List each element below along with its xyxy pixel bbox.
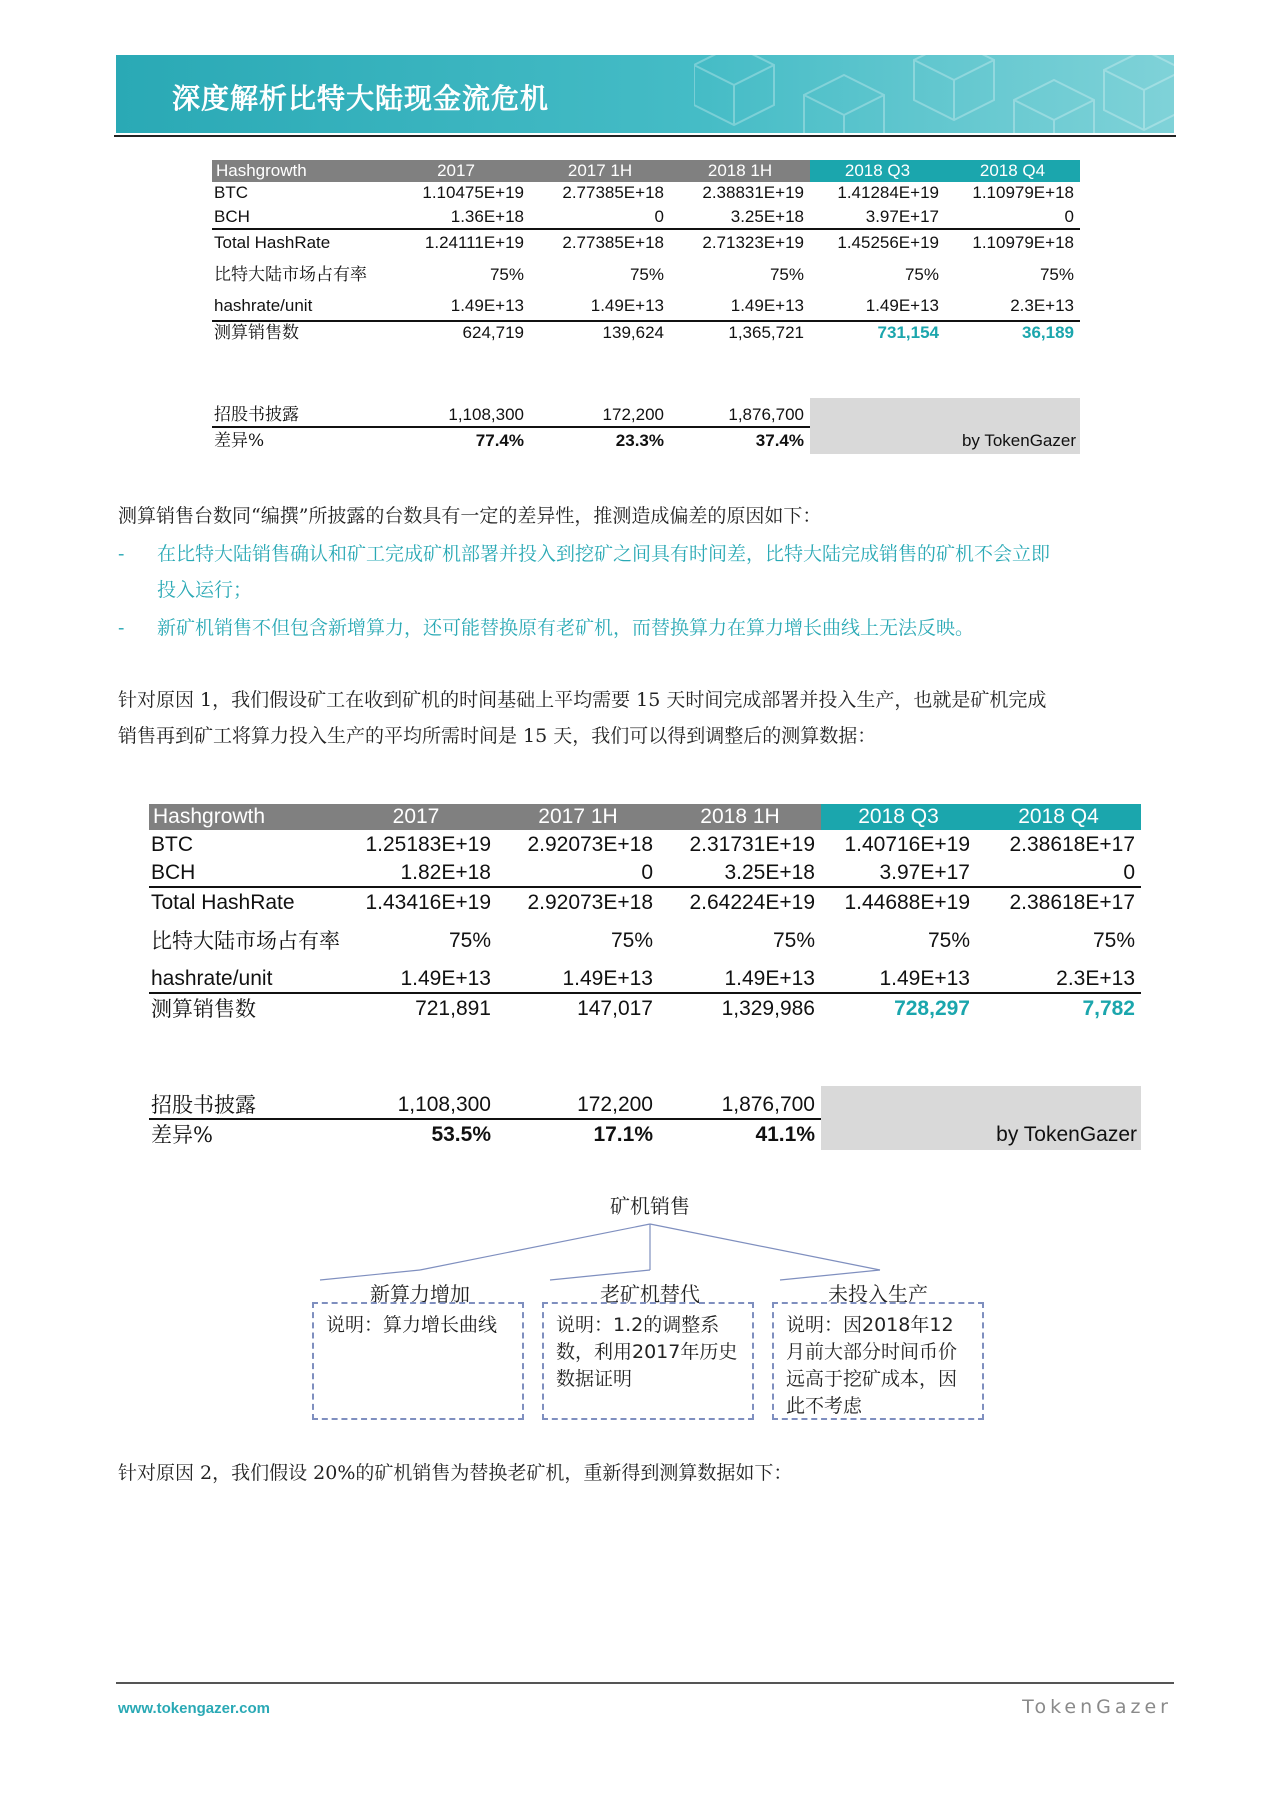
table-rule bbox=[212, 320, 1080, 322]
column-header: 2017 bbox=[382, 160, 530, 182]
table-cell: 1.49E+13 bbox=[562, 967, 653, 990]
table-cell: 1.49E+13 bbox=[450, 296, 524, 315]
row-label: Total HashRate bbox=[151, 891, 295, 914]
table-cell: 147,017 bbox=[577, 997, 653, 1020]
row-label: BCH bbox=[151, 861, 196, 884]
column-header: 2018 Q3 bbox=[810, 160, 945, 182]
header-divider bbox=[114, 135, 1176, 137]
table-cell: 624,719 bbox=[462, 323, 524, 342]
table-row bbox=[149, 1092, 1141, 1118]
hashgrowth-table-1 bbox=[212, 160, 1080, 460]
column-header: 2018 1H bbox=[659, 804, 821, 830]
table-cell: 2.3E+13 bbox=[1010, 296, 1074, 315]
bullet-text-1-line-2: 投入运行； bbox=[157, 579, 253, 601]
table-cell: 2.92073E+18 bbox=[527, 833, 653, 856]
table-cell: 1,365,721 bbox=[728, 323, 804, 342]
table-cell: 1.49E+13 bbox=[724, 967, 815, 990]
table-cell: 75% bbox=[1092, 929, 1135, 952]
row-label: hashrate/unit bbox=[214, 296, 313, 315]
table-cell: 75% bbox=[448, 929, 491, 952]
table-cell: 1.49E+13 bbox=[400, 967, 491, 990]
table-row bbox=[149, 928, 1141, 954]
table-cell: 3.25E+18 bbox=[724, 861, 815, 884]
credit-text: by TokenGazer bbox=[996, 1123, 1137, 1146]
diagram-root-label: 矿机销售 bbox=[610, 1194, 690, 1218]
table-row bbox=[212, 404, 1080, 426]
table-cell: 1.24111E+19 bbox=[424, 233, 524, 252]
table-cell: 172,200 bbox=[602, 405, 664, 424]
table-cell: 1,329,986 bbox=[721, 997, 815, 1020]
row-label: 比特大陆市场占有率 bbox=[151, 929, 340, 953]
table-cell: 3.97E+17 bbox=[865, 207, 939, 226]
table-cell: 17.1% bbox=[593, 1123, 653, 1146]
table-row bbox=[149, 832, 1141, 858]
column-header: 2018 Q4 bbox=[945, 160, 1080, 182]
table-cell: 1,108,300 bbox=[448, 405, 524, 424]
table-rule bbox=[212, 426, 810, 428]
table-cell: 75% bbox=[769, 265, 804, 284]
bullet-text-1-line-1: 在比特大陆销售确认和矿工完成矿机部署并投入到挖矿之间具有时间差，比特大陆完成销售的矿机不会立即 bbox=[157, 543, 1051, 565]
table-cell: 0 bbox=[1064, 207, 1074, 226]
table-cell: 1.36E+18 bbox=[450, 207, 524, 226]
diagram-child-box-2 bbox=[542, 1302, 754, 1420]
hashgrowth-table-2 bbox=[149, 804, 1141, 1146]
diagram-child-note-1: 说明：算力增长曲线 bbox=[326, 1314, 498, 1336]
table-cell: 2.71323E+19 bbox=[702, 233, 804, 252]
table-cell: 77.4% bbox=[475, 431, 524, 450]
table-cell: 2.64224E+19 bbox=[689, 891, 815, 914]
credit-text: by TokenGazer bbox=[961, 431, 1076, 450]
table-rule bbox=[149, 886, 1141, 888]
table-cell: 37.4% bbox=[755, 431, 804, 450]
document-title: 深度解析比特大陆现金流危机 bbox=[172, 82, 550, 115]
column-header: Hashgrowth bbox=[149, 804, 335, 830]
table-cell: 2.31731E+19 bbox=[689, 833, 815, 856]
table-rule bbox=[149, 1118, 821, 1120]
mining-sales-diagram bbox=[300, 1190, 1000, 1430]
cube-pattern-decoration bbox=[694, 55, 1174, 133]
diagram-child-note-2: 说明：1.2的调整系数，利用2017年历史数据证明 bbox=[556, 1314, 738, 1390]
table-row bbox=[212, 182, 1080, 204]
table-row bbox=[149, 860, 1141, 886]
table-cell: 2.77385E+18 bbox=[562, 183, 664, 202]
table-cell: 139,624 bbox=[602, 323, 664, 342]
table-row bbox=[212, 295, 1080, 317]
diagram-child-box-3 bbox=[772, 1302, 984, 1420]
table-cell: 1.49E+13 bbox=[730, 296, 804, 315]
column-header: Hashgrowth bbox=[212, 160, 382, 182]
row-label: BTC bbox=[214, 183, 248, 202]
table-row bbox=[149, 996, 1141, 1022]
row-label: BCH bbox=[214, 207, 250, 226]
table-cell: 1.41284E+19 bbox=[837, 183, 939, 202]
table-cell: 1.25183E+19 bbox=[365, 833, 491, 856]
table-cell: 75% bbox=[904, 265, 939, 284]
column-header: 2018 Q3 bbox=[821, 804, 976, 830]
table-cell: 728,297 bbox=[894, 997, 970, 1020]
table-cell: 2.3E+13 bbox=[1056, 967, 1135, 990]
column-header: 2017 1H bbox=[530, 160, 670, 182]
table-cell: 2.77385E+18 bbox=[562, 233, 664, 252]
table-cell: 23.3% bbox=[615, 431, 664, 450]
diagram-child-title-2: 老矿机替代 bbox=[600, 1282, 700, 1306]
table-cell: 0 bbox=[1123, 861, 1135, 884]
table-cell: 2.92073E+18 bbox=[527, 891, 653, 914]
table-cell: 75% bbox=[629, 265, 664, 284]
table-cell: 3.97E+17 bbox=[879, 861, 970, 884]
table-cell: 1.82E+18 bbox=[400, 861, 491, 884]
footer-divider bbox=[116, 1682, 1174, 1684]
diagram-child-note-3: 说明：因2018年12月前大部分时间币价远高于挖矿成本，因此不考虑 bbox=[786, 1314, 958, 1417]
table-cell: 2.38618E+17 bbox=[1009, 833, 1135, 856]
table-row bbox=[212, 232, 1080, 254]
table-cell: 1.49E+13 bbox=[590, 296, 664, 315]
row-label: 比特大陆市场占有率 bbox=[214, 265, 367, 285]
paragraph-deviation-intro: 测算销售台数同“编撰”所披露的台数具有一定的差异性，推测造成偏差的原因如下： bbox=[118, 505, 822, 527]
bullet-text-2: 新矿机销售不但包含新增算力，还可能替换原有老矿机，而替换算力在算力增长曲线上无法反映。 bbox=[157, 617, 975, 639]
table-cell: 0 bbox=[654, 207, 664, 226]
table-row bbox=[149, 890, 1141, 916]
row-label: 测算销售数 bbox=[151, 997, 256, 1021]
table-cell: 1,876,700 bbox=[728, 405, 804, 424]
table-cell: 2.38618E+17 bbox=[1009, 891, 1135, 914]
row-label: hashrate/unit bbox=[151, 967, 273, 990]
bullet-dash-2: - bbox=[118, 617, 125, 639]
table-cell: 1.10475E+19 bbox=[422, 183, 524, 202]
table-row bbox=[212, 322, 1080, 344]
table-cell: 1,876,700 bbox=[721, 1093, 815, 1116]
row-label: 差异% bbox=[151, 1123, 213, 1147]
table-cell: 1.43416E+19 bbox=[365, 891, 491, 914]
bullet-dash-1: - bbox=[118, 543, 125, 565]
table-cell: 1.44688E+19 bbox=[844, 891, 970, 914]
row-label: 测算销售数 bbox=[214, 323, 299, 343]
table-cell: 1,108,300 bbox=[397, 1093, 491, 1116]
table-cell: 1.10979E+18 bbox=[972, 183, 1074, 202]
table-header-row bbox=[212, 160, 1080, 182]
table-cell: 1.40716E+19 bbox=[844, 833, 970, 856]
table-cell: 1.45256E+19 bbox=[837, 233, 939, 252]
table-cell: 1.49E+13 bbox=[865, 296, 939, 315]
table-row bbox=[212, 264, 1080, 286]
paragraph-reason-1-line-2: 销售再到矿工将算力投入生产的平均所需时间是 15 天，我们可以得到调整后的测算数据： bbox=[118, 725, 877, 747]
table-rule bbox=[212, 228, 1080, 230]
table-cell: 53.5% bbox=[431, 1123, 491, 1146]
diagram-child-title-3: 未投入生产 bbox=[828, 1282, 928, 1306]
row-label: Total HashRate bbox=[214, 233, 331, 252]
table-cell: 721,891 bbox=[415, 997, 491, 1020]
table-cell: 41.1% bbox=[755, 1123, 815, 1146]
table-header-row bbox=[149, 804, 1141, 830]
column-header: 2018 Q4 bbox=[976, 804, 1141, 830]
table-row bbox=[149, 966, 1141, 992]
column-header: 2017 1H bbox=[497, 804, 659, 830]
table-cell: 1.49E+13 bbox=[879, 967, 970, 990]
table-cell: 36,189 bbox=[1022, 323, 1074, 342]
row-label: 招股书披露 bbox=[214, 405, 299, 425]
header-banner bbox=[116, 55, 1174, 133]
table-cell: 75% bbox=[772, 929, 815, 952]
footer-website-link[interactable]: www.tokengazer.com bbox=[118, 1700, 270, 1717]
table-rule bbox=[149, 992, 1141, 994]
row-label: 差异% bbox=[214, 431, 265, 451]
table-cell: 75% bbox=[927, 929, 970, 952]
diagram-child-title-1: 新算力增加 bbox=[370, 1282, 470, 1306]
table-cell: 1.10979E+18 bbox=[972, 233, 1074, 252]
table-row bbox=[212, 206, 1080, 228]
diagram-child-box-1 bbox=[312, 1302, 524, 1420]
column-header: 2018 1H bbox=[670, 160, 810, 182]
tokengazer-logo: TokenGazer bbox=[1022, 1696, 1172, 1718]
table-cell: 7,782 bbox=[1082, 997, 1135, 1020]
column-header: 2017 bbox=[335, 804, 497, 830]
table-cell: 75% bbox=[610, 929, 653, 952]
table-cell: 172,200 bbox=[577, 1093, 653, 1116]
table-cell: 75% bbox=[1039, 265, 1074, 284]
table-cell: 2.38831E+19 bbox=[702, 183, 804, 202]
paragraph-reason-1-line-1: 针对原因 1，我们假设矿工在收到矿机的时间基础上平均需要 15 天时间完成部署并投入生产，也就是矿机完成 bbox=[118, 689, 1047, 711]
table-cell: 0 bbox=[641, 861, 653, 884]
row-label: BTC bbox=[151, 833, 193, 856]
table-cell: 75% bbox=[489, 265, 524, 284]
row-label: 招股书披露 bbox=[151, 1093, 256, 1117]
paragraph-reason-2: 针对原因 2，我们假设 20%的矿机销售为替换老矿机，重新得到测算数据如下： bbox=[118, 1462, 793, 1484]
table-cell: 731,154 bbox=[877, 323, 939, 342]
table-cell: 3.25E+18 bbox=[730, 207, 804, 226]
